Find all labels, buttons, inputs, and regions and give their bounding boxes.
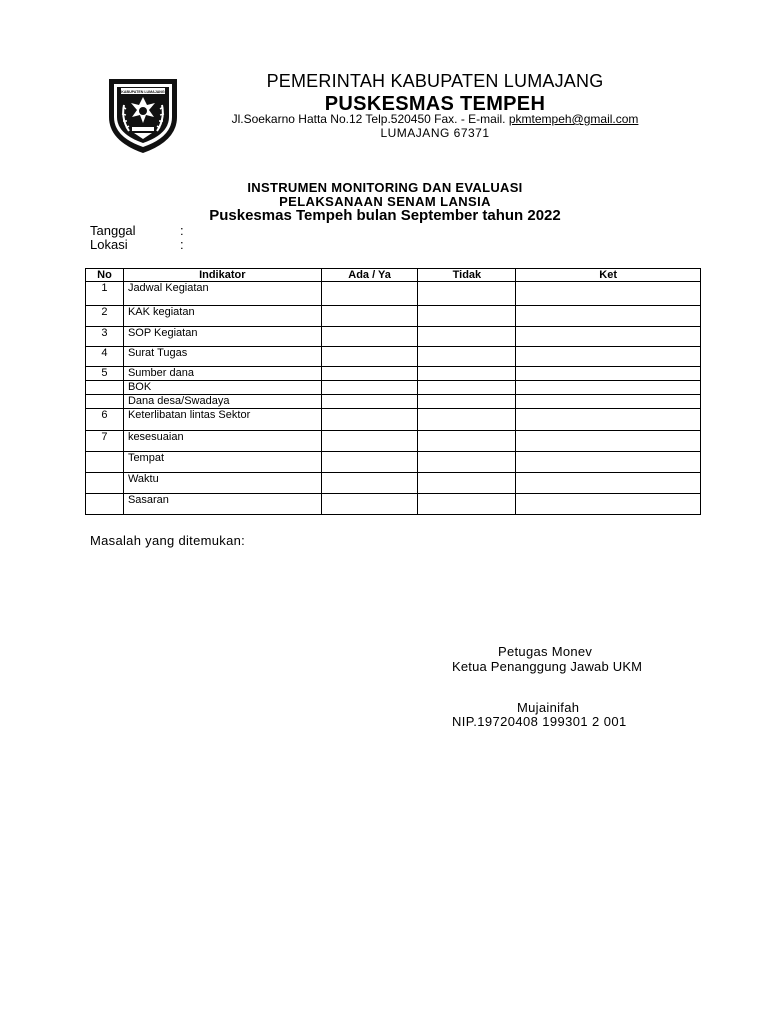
table-row — [86, 306, 701, 327]
address-text: Jl.Soekarno Hatta No.12 Telp.520450 Fax. - E-mail. — [231, 112, 509, 126]
government-name: PEMERINTAH KABUPATEN LUMAJANG — [266, 71, 604, 91]
row-no — [86, 473, 124, 494]
regency-emblem-logo — [104, 75, 182, 155]
svg-text:KABUPATEN LUMAJANG: KABUPATEN LUMAJANG — [121, 90, 165, 94]
location-label: Lokasi — [90, 237, 128, 252]
cell-ada-ya[interactable] — [321, 282, 418, 306]
row-no: 5 — [86, 367, 124, 381]
table-header-row — [86, 269, 701, 282]
problems-found-label: Masalah yang ditemukan: — [90, 533, 246, 548]
header-ada-ya: Ada / Ya — [321, 269, 418, 282]
cell-tidak[interactable] — [418, 473, 516, 494]
cell-ket[interactable] — [516, 367, 701, 381]
table-row — [86, 409, 701, 431]
cell-ket[interactable] — [516, 473, 701, 494]
address-line — [190, 112, 680, 126]
cell-tidak[interactable] — [418, 494, 516, 515]
table-row — [86, 347, 701, 367]
cell-tidak[interactable] — [418, 381, 516, 395]
cell-tidak[interactable] — [418, 431, 516, 452]
row-indikator: Sumber dana — [123, 367, 321, 381]
cell-tidak[interactable] — [418, 409, 516, 431]
table-row — [86, 282, 701, 306]
row-no — [86, 395, 124, 409]
cell-ada-ya[interactable] — [321, 431, 418, 452]
row-no — [86, 494, 124, 515]
signature-role-monev: Petugas Monev — [498, 644, 593, 659]
cell-tidak[interactable] — [418, 282, 516, 306]
table-row — [86, 381, 701, 395]
row-no: 3 — [86, 327, 124, 347]
date-field — [90, 223, 184, 238]
table-row — [86, 452, 701, 473]
cell-ket[interactable] — [516, 409, 701, 431]
signature-nip: NIP.19720408 199301 2 001 — [452, 714, 627, 729]
row-no: 1 — [86, 282, 124, 306]
cell-tidak[interactable] — [418, 367, 516, 381]
row-no — [86, 381, 124, 395]
cell-ada-ya[interactable] — [321, 367, 418, 381]
document-title-line1: INSTRUMEN MONITORING DAN EVALUASI — [247, 180, 523, 195]
cell-ada-ya[interactable] — [321, 452, 418, 473]
cell-ket[interactable] — [516, 347, 701, 367]
row-indikator: Tempat — [123, 452, 321, 473]
cell-tidak[interactable] — [418, 395, 516, 409]
row-no: 6 — [86, 409, 124, 431]
document-title-line2: PELAKSANAAN SENAM LANSIA — [279, 194, 491, 209]
cell-ada-ya[interactable] — [321, 347, 418, 367]
table-row — [86, 367, 701, 381]
row-indikator: Dana desa/Swadaya — [123, 395, 321, 409]
row-no: 4 — [86, 347, 124, 367]
email-link[interactable]: pkmtempeh@gmail.com — [508, 112, 639, 126]
cell-ket[interactable] — [516, 282, 701, 306]
row-indikator: Waktu — [123, 473, 321, 494]
row-indikator: KAK kegiatan — [123, 306, 321, 327]
signature-role-ukm: Ketua Penanggung Jawab UKM — [452, 659, 643, 674]
table-row — [86, 395, 701, 409]
location-colon: : — [180, 237, 184, 252]
row-indikator: kesesuaian — [123, 431, 321, 452]
row-indikator: Surat Tugas — [123, 347, 321, 367]
cell-tidak[interactable] — [418, 327, 516, 347]
cell-ada-ya[interactable] — [321, 327, 418, 347]
row-indikator: SOP Kegiatan — [123, 327, 321, 347]
institution-name: PUSKESMAS TEMPEH — [324, 93, 546, 115]
cell-tidak[interactable] — [418, 452, 516, 473]
row-no: 7 — [86, 431, 124, 452]
cell-ket[interactable] — [516, 395, 701, 409]
table-row — [86, 494, 701, 515]
cell-ket[interactable] — [516, 452, 701, 473]
date-label: Tanggal — [90, 223, 136, 238]
cell-tidak[interactable] — [418, 306, 516, 327]
cell-ket[interactable] — [516, 494, 701, 515]
cell-ada-ya[interactable] — [321, 494, 418, 515]
document-subtitle: Puskesmas Tempeh bulan September tahun 2022 — [209, 207, 561, 224]
cell-ket[interactable] — [516, 306, 701, 327]
row-indikator: Sasaran — [123, 494, 321, 515]
cell-ada-ya[interactable] — [321, 409, 418, 431]
table-row — [86, 431, 701, 452]
cell-ada-ya[interactable] — [321, 306, 418, 327]
cell-ket[interactable] — [516, 381, 701, 395]
cell-ada-ya[interactable] — [321, 381, 418, 395]
row-indikator: BOK — [123, 381, 321, 395]
row-no: 2 — [86, 306, 124, 327]
date-colon: : — [180, 223, 184, 238]
row-no — [86, 452, 124, 473]
cell-ada-ya[interactable] — [321, 473, 418, 494]
cell-ket[interactable] — [516, 327, 701, 347]
cell-ada-ya[interactable] — [321, 395, 418, 409]
city-postcode: LUMAJANG 67371 — [380, 126, 490, 140]
header-tidak: Tidak — [418, 269, 516, 282]
cell-ket[interactable] — [516, 431, 701, 452]
header-ket: Ket — [516, 269, 701, 282]
header-indikator: Indikator — [123, 269, 321, 282]
row-indikator: Jadwal Kegiatan — [123, 282, 321, 306]
cell-tidak[interactable] — [418, 347, 516, 367]
table-row — [86, 473, 701, 494]
signature-name: Mujainifah — [517, 700, 580, 715]
location-field — [90, 237, 184, 252]
header-no: No — [86, 269, 124, 282]
table-row — [86, 327, 701, 347]
row-indikator: Keterlibatan lintas Sektor — [123, 409, 321, 431]
indicator-table — [85, 268, 701, 515]
